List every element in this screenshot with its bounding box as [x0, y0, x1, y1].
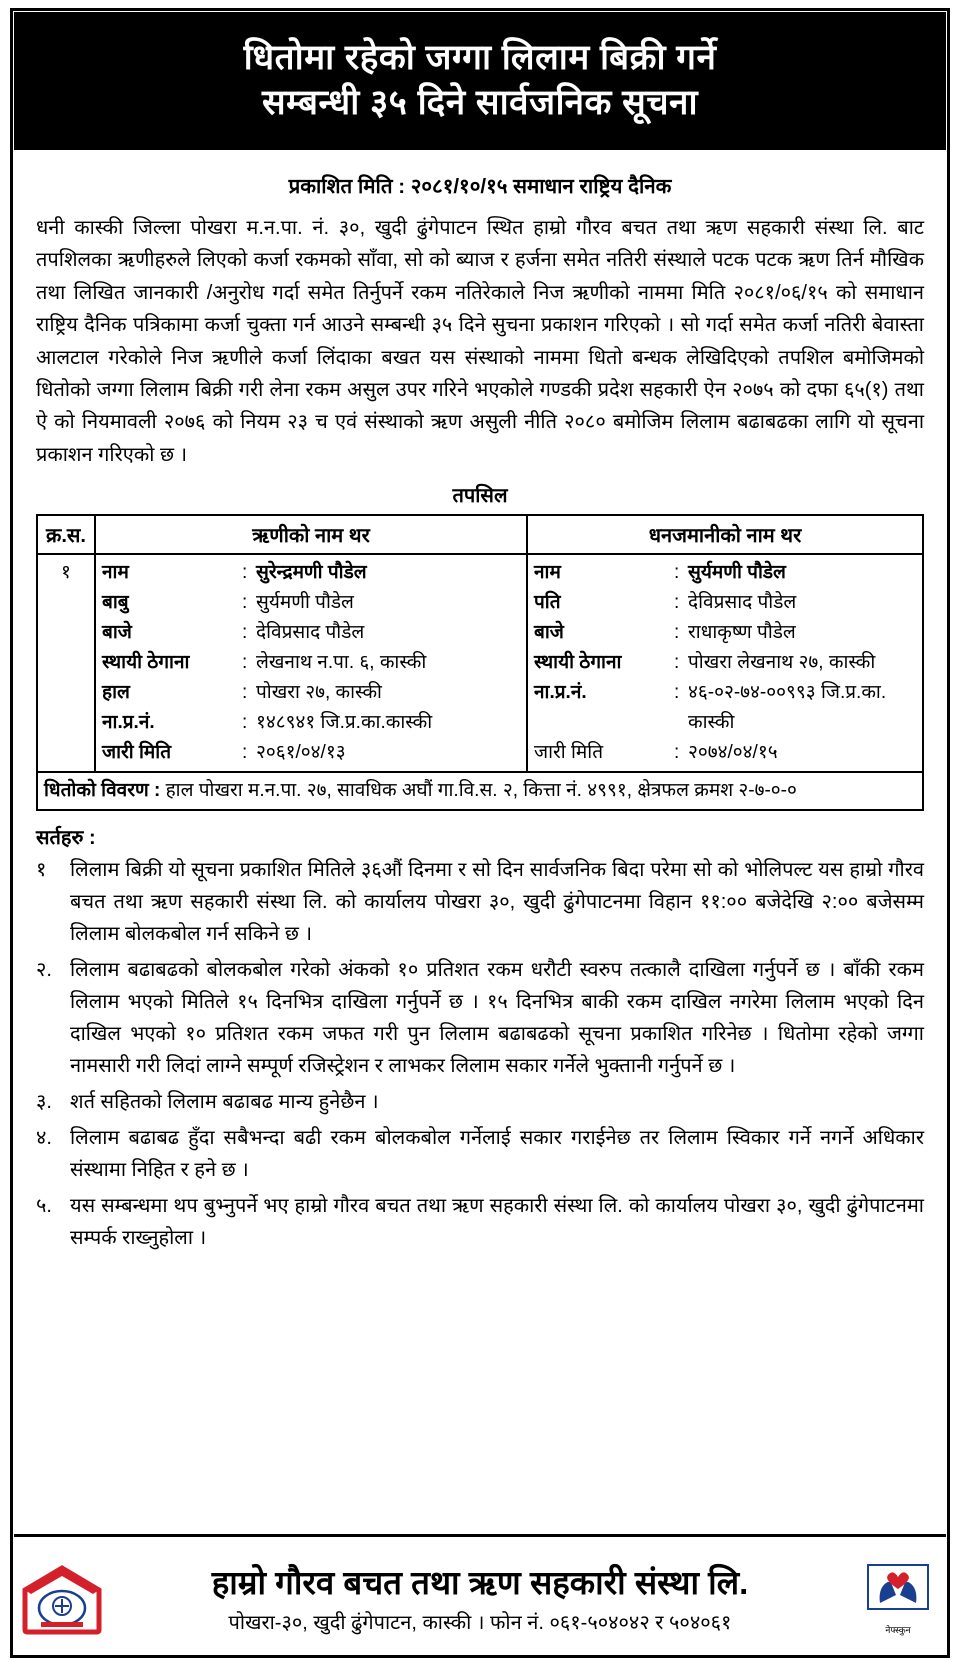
table-row [37, 554, 923, 772]
field-label: जारी मिति [102, 742, 172, 764]
hands-heart-icon [866, 1563, 930, 1621]
field-separator: : [674, 742, 680, 764]
banner-line-2: सम्बन्धी ३५ दिने सार्वजनिक सूचना [261, 83, 699, 122]
collateral-label: धितोको विवरण : [44, 780, 161, 802]
debtor-field-permanent-address [102, 648, 520, 678]
term-number: २. [36, 958, 52, 981]
field-value: पोखरा २७, कास्की [256, 682, 382, 704]
field-value: ४६-०२-७४-००९९३ जि.प्र.का. कास्की [688, 682, 887, 734]
field-value: देविप्रसाद पौडेल [256, 622, 365, 644]
list-item [36, 1122, 924, 1186]
debtor-field-issue-date [102, 738, 520, 768]
field-value: २०६१/०४/१३ [256, 742, 346, 764]
field-label: स्थायी ठेगाना [102, 652, 190, 674]
field-label: नाम [102, 562, 129, 584]
list-item [36, 1190, 924, 1254]
field-label: जारी मिति [534, 742, 604, 764]
footer-text-block [110, 1564, 850, 1635]
organization-address: पोखरा-३०, खुदी ढुंगेपाटन, कास्की । फोन नं. ०६१-५०४०४२ र ५०४०६१ [228, 1611, 732, 1634]
guarantor-cell [527, 554, 923, 772]
cooperative-logo [14, 1564, 110, 1636]
nefscun-logo [850, 1563, 946, 1636]
field-value: सुर्यमणी पौडेल [688, 562, 786, 584]
field-separator: : [242, 652, 248, 674]
term-text: यस सम्बन्धमा थप बुभ्नुपर्ने भए हाम्रो गौरव बचत तथा ऋण सहकारी संस्था लि. को कार्यालय पोखरा ३०, खुदी ढुंगेपाटनमा सम्पर्क राख्नुहोला । [70, 1194, 924, 1249]
field-separator: : [674, 652, 680, 674]
field-label: बाबु [102, 592, 129, 614]
field-value: १४८९४१ जि.प्र.का.कास्की [256, 712, 433, 734]
column-header-debtor: ऋणीको नाम थर [95, 515, 527, 554]
notice-banner [14, 12, 946, 150]
terms-heading: सर्तहरु : [36, 826, 96, 849]
term-text: शर्त सहितको लिलाम बढाबढ मान्य हुनेछैन । [70, 1090, 379, 1113]
guarantor-field-permanent-address [534, 648, 916, 678]
field-label: स्थायी ठेगाना [534, 652, 622, 674]
field-separator: : [242, 622, 248, 644]
field-separator: : [242, 742, 248, 764]
guarantor-field-husband [534, 588, 916, 618]
guarantor-field-citizenship-no [534, 678, 916, 738]
field-label: पति [534, 592, 561, 614]
field-label: बाजे [534, 622, 564, 644]
term-number: ५. [36, 1194, 52, 1217]
field-separator: : [242, 712, 248, 734]
debtor-field-citizenship-no [102, 708, 520, 738]
guarantor-field-grandfather [534, 618, 916, 648]
term-text: लिलाम बढाबढको बोलकबोल गरेको अंकको १० प्रतिशत रकम धरौटी स्वरुप तत्कालै दाखिला गर्नुपर्ने छ । बाँकी रकम लिलाम भएको मितिले १५ दिनभित्र दाखिला गर्नुपर्ने छ । १५ दिनभित्र बाकी रकम दाखिल नगरेमा लिलाम भएको दिन दाखिल भएको १० प्रतिशत रकम जफत गरी पुन लिलाम बढाबढको सूचना प्रकाशित गरिनेछ । धितोमा रहेको जग्गा नामसारी गरी लिदां लाग्ने सम्पूर्ण रजिस्ट्रेशन र लाभकर लिलाम सकार गर्नेले भुक्तानी गर्नुपर्ने छ । [70, 958, 924, 1077]
field-value: सुर्यमणी पौडेल [256, 592, 354, 614]
term-number: १ [36, 858, 47, 881]
field-separator: : [674, 682, 680, 704]
field-separator: : [242, 592, 248, 614]
list-item [36, 854, 924, 950]
debtor-field-grandfather [102, 618, 520, 648]
debtor-details-table [36, 514, 924, 811]
tapasil-heading: तपसिल [452, 485, 508, 508]
collateral-cell [37, 772, 923, 809]
debtor-field-father [102, 588, 520, 618]
field-separator: : [242, 562, 248, 584]
field-value: सुरेन्द्रमणी पौडेल [256, 562, 367, 584]
footer [14, 1534, 946, 1654]
nefscun-caption: नेफ्स्कुन [885, 1625, 911, 1635]
field-label: ना.प्र.नं. [102, 712, 155, 734]
terms-list [36, 854, 924, 1254]
field-separator: : [674, 592, 680, 614]
notice-content [14, 152, 946, 1258]
banner-line-1: धितोमा रहेको जग्गा लिलाम बिक्री गर्ने [243, 38, 717, 78]
field-label: हाल [102, 682, 130, 704]
list-item [36, 954, 924, 1082]
house-shield-logo-icon [19, 1564, 105, 1636]
term-text: लिलाम बिक्री यो सूचना प्रकाशित मितिले ३६औं दिनमा र सो दिन सार्वजनिक बिदा परेमा सो को भोलिपल्ट यस हाम्रो गौरव बचत तथा ऋण सहकारी संस्था लि. को कार्यालय पोखरा ३०, खुदी ढुंगेपाटनमा विहान ११:०० बजेदेखि २:०० बजेसम्म लिलाम बोलकबोल गर्न सकिने छ । [70, 858, 924, 945]
debtor-field-current-address [102, 678, 520, 708]
term-text: लिलाम बढाबढ हुँदा सबैभन्दा बढी रकम बोलकबोल गर्नेलाई सकार गराईनेछ तर लिलाम स्विकार गर्ने नगर्ने अधिकार संस्थामा निहित र हने छ । [70, 1126, 924, 1181]
notice-body-paragraph: धनी कास्की जिल्ला पोखरा म.न.पा. नं. ३०, खुदी ढुंगेपाटन स्थित हाम्रो गौरव बचत तथा ऋण सहकारी संस्था लि. बाट तपशिलका ऋणीहरुले लिएको कर्जा रकमको साँवा, सो को ब्याज र हर्जना समेत नतिरी संस्थाले पटक पटक ऋण तिर्न मौखिक तथा लिखित जानकारी /अनुरोध गर्दा समेत तिर्नुपर्ने रकम नतिरेकाले निज ऋणीको नाममा मिति २०८१/०६/१५ को समाधान राष्ट्रिय दैनिक पत्रिकामा कर्जा चुक्ता गर्न आउने सम्बन्धी ३५ दिने सुचना प्रकाशन गरिएको । सो गर्दा समेत कर्जा नतिरी बेवास्ता आलटाल गरेकोले निज ऋणीले कर्जा लिंदाका बखत यस संस्थाको नाममा धितो बन्धक लेखिदिएको तपशिल बमोजिमको धितोको जग्गा लिलाम बिक्री गरी लेना रकम असुल उपर गरिने भएकोले गण्डकी प्रदेश सहकारी ऐन २०७५ को दफा ६५(१) तथा ऐ को नियमावली २०७६ को नियम २३ च एवं संस्थाको ऋण असुली नीति २०८० बमोजिम लिलाम बढाबढका लागि यो सूचना प्रकाशन गरिएको छ । [36, 217, 924, 466]
list-item [36, 1086, 924, 1118]
field-separator: : [242, 682, 248, 704]
debtor-cell [95, 554, 527, 772]
field-label: ना.प्र.नं. [534, 682, 587, 704]
collateral-row [37, 772, 923, 809]
term-number: ३. [36, 1090, 52, 1113]
guarantor-field-issue-date [534, 738, 916, 768]
column-header-guarantor: धनजमानीको नाम थर [527, 515, 923, 554]
field-label: नाम [534, 562, 561, 584]
field-value: २०७४/०४/१५ [688, 742, 778, 764]
field-separator: : [674, 622, 680, 644]
field-label: बाजे [102, 622, 132, 644]
field-separator: : [674, 562, 680, 584]
field-value: पोखरा लेखनाथ २७, कास्की [688, 652, 876, 674]
debtor-field-name [102, 558, 520, 588]
field-value: लेखनाथ न.पा. ६, कास्की [256, 652, 427, 674]
term-number: ४. [36, 1126, 52, 1149]
organization-name: हाम्रो गौरव बचत तथा ऋण सहकारी संस्था लि. [211, 1564, 749, 1602]
published-date-line: प्रकाशित मिति : २०८१/१०/१५ समाधान राष्ट्रिय दैनिक [288, 175, 672, 198]
collateral-value: हाल पोखरा म.न.पा. २७, सावधिक अघौं गा.वि.स. २, कित्ता नं. ४९९१, क्षेत्रफल क्रमश २-७-०-० [165, 780, 797, 802]
field-value: राधाकृष्ण पौडेल [688, 622, 796, 644]
guarantor-field-name [534, 558, 916, 588]
row-serial-number: १ [37, 554, 95, 772]
field-value: देविप्रसाद पौडेल [688, 592, 797, 614]
column-header-sn: क्र.स. [37, 515, 95, 554]
table-header-row [37, 515, 923, 554]
